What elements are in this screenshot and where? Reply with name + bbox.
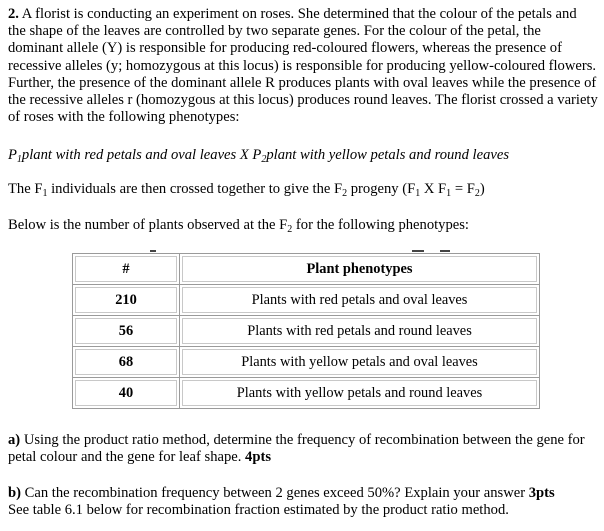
parent-1-subscript: 1 bbox=[16, 154, 22, 165]
part-a-points: 4pts bbox=[245, 449, 271, 466]
count-value: 68 bbox=[75, 349, 177, 375]
count-cell bbox=[73, 316, 180, 347]
phenotype-cell bbox=[180, 285, 540, 316]
f1-sub-3: 1 bbox=[415, 188, 421, 199]
f1-text-3: progeny (F bbox=[347, 181, 416, 197]
parent-1-symbol: P bbox=[8, 147, 17, 163]
f1-text-2: individuals are then crossed together to give the F bbox=[47, 181, 343, 197]
part-b-points: 3pts bbox=[528, 485, 555, 501]
parent-1-description: plant with red petals and oval leaves X bbox=[21, 147, 253, 163]
f1-sub-4: 1 bbox=[446, 188, 452, 199]
count-cell bbox=[73, 347, 180, 378]
header-phenotype: Plant phenotypes bbox=[182, 256, 537, 282]
phenotype-value: Plants with red petals and round leaves bbox=[182, 318, 537, 344]
count-cell bbox=[73, 285, 180, 316]
parent-2-description: plant with yellow petals and round leaves bbox=[266, 147, 510, 163]
phenotype-table-container bbox=[72, 253, 540, 408]
f1-text-4: X F bbox=[420, 181, 447, 197]
count-value: 210 bbox=[75, 287, 177, 313]
phenotype-cell bbox=[180, 316, 540, 347]
table-row bbox=[73, 378, 540, 409]
table-header-row bbox=[73, 254, 540, 285]
header-count: # bbox=[75, 256, 177, 282]
phenotype-cell bbox=[180, 347, 540, 378]
table-intro bbox=[8, 217, 598, 234]
f1-sub-1: 1 bbox=[42, 188, 48, 199]
table-edge-mark bbox=[440, 250, 450, 252]
f1-sub-5: 2 bbox=[474, 188, 480, 199]
table-edge-mark bbox=[412, 250, 424, 252]
header-count-cell bbox=[73, 254, 180, 285]
parental-cross bbox=[8, 147, 598, 164]
phenotype-cell bbox=[180, 378, 540, 409]
f1-text-5: = F bbox=[451, 181, 475, 197]
part-b-text: Can the recombination frequency between 2 genes exceed 50%? Explain your answer bbox=[20, 485, 529, 501]
question-number: 2. bbox=[8, 6, 19, 22]
count-value: 56 bbox=[75, 318, 177, 344]
f1-text-1: The F bbox=[8, 181, 43, 197]
part-a-question bbox=[8, 432, 598, 466]
header-phenotype-cell bbox=[180, 254, 540, 285]
phenotype-table bbox=[72, 253, 540, 409]
part-b-label: b) bbox=[8, 485, 21, 501]
phenotype-value: Plants with yellow petals and round leaves bbox=[182, 380, 537, 406]
phenotype-value: Plants with red petals and oval leaves bbox=[182, 287, 537, 313]
part-a-label: a) bbox=[8, 432, 21, 448]
question-intro bbox=[8, 6, 598, 126]
parent-2-subscript: 2 bbox=[261, 154, 267, 165]
part-b-question bbox=[8, 485, 598, 519]
table-row bbox=[73, 285, 540, 316]
parent-2-symbol: P bbox=[252, 147, 262, 163]
table-edge-mark bbox=[150, 250, 156, 252]
table-row bbox=[73, 347, 540, 378]
f1-sub-2: 2 bbox=[342, 188, 348, 199]
intro-text: A florist is conducting an experiment on roses. She determined that the colour of the petals and the shape of the leaves are controlled by two separate genes. For the colour of the petal, the dominant allele (Y) is responsible for producing red-coloured flowers, whereas the presence of recessive alleles (y; homozygous at this locus) is responsible for producing yellow-coloured flowers. Further, the presence of the dominant allele R produces plants with oval leaves while the presence of the recessive alleles r (homozygous at this locus) produces round leaves. The florist crossed a variety of roses with the following phenotypes: bbox=[8, 6, 598, 126]
part-b-note: See table 6.1 below for recombination fraction estimated by the product ratio method. bbox=[8, 502, 509, 519]
phenotype-value: Plants with yellow petals and oval leaves bbox=[182, 349, 537, 375]
table-intro-text-2: for the following phenotypes: bbox=[292, 217, 469, 233]
table-intro-sub: 2 bbox=[287, 224, 293, 235]
table-intro-text-1: Below is the number of plants observed at the F bbox=[8, 217, 288, 233]
count-value: 40 bbox=[75, 380, 177, 406]
f1-cross-line bbox=[8, 181, 598, 198]
table-row bbox=[73, 316, 540, 347]
part-a-text: Using the product ratio method, determine the frequency of recombination between the gene for petal colour and the gene for leaf shape. bbox=[8, 432, 585, 466]
f1-text-6: ) bbox=[479, 181, 485, 197]
count-cell bbox=[73, 378, 180, 409]
